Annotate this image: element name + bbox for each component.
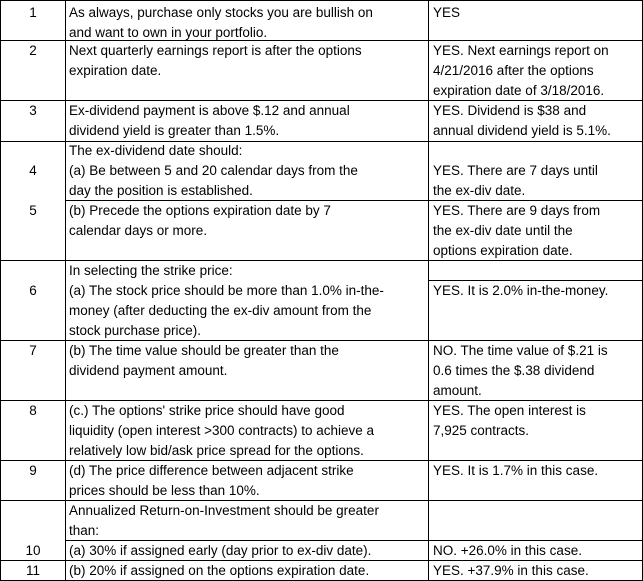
result-line: YES. There are 7 days until	[433, 163, 598, 178]
grid-line	[66, 200, 429, 201]
section-heading-cell[interactable]	[66, 261, 429, 281]
row-number: 4	[29, 163, 37, 178]
criterion-cell[interactable]	[66, 401, 429, 461]
result-line: expiration date of 3/18/2016.	[433, 83, 605, 98]
result-line: YES. It is 2.0% in-the-money.	[433, 283, 609, 298]
criterion-line: dividend yield is greater than 1.5%.	[69, 123, 280, 138]
criterion-line: and want to own in your portfolio.	[69, 25, 268, 40]
section-heading: The ex-dividend date should:	[69, 143, 243, 158]
grid-line	[0, 0, 643, 1]
criterion-line: (b) Precede the options expiration date by 7	[69, 203, 331, 218]
result-line: YES. +37.9% in this case.	[433, 563, 589, 578]
section-heading: In selecting the strike price:	[69, 263, 233, 278]
criterion-line: dividend payment amount.	[69, 363, 228, 378]
criterion-cell[interactable]	[66, 541, 429, 561]
criterion-line: (a) 30% if assigned early (day prior to ex-div date).	[69, 543, 372, 558]
criterion-line: stock purchase price).	[69, 323, 202, 338]
result-line: annual dividend yield is 5.1%.	[433, 123, 611, 138]
result-cell[interactable]	[429, 341, 643, 401]
grid-line	[65, 0, 66, 581]
result-line: the ex-div date until the	[433, 223, 573, 238]
criterion-cell[interactable]	[66, 281, 429, 341]
criterion-line: liquidity (open interest >300 contracts) to achieve a	[69, 423, 375, 438]
criterion-line: (b) The time value should be greater than the	[69, 343, 339, 358]
grid-line	[0, 0, 1, 581]
grid-line	[0, 460, 643, 461]
result-cell[interactable]	[429, 101, 643, 141]
result-line: NO. The time value of $.21 is	[433, 343, 608, 358]
section-row	[0, 501, 643, 541]
section-heading: Annualized Return-on-Investment should be greater	[69, 503, 379, 518]
criterion-line: Next quarterly earnings report is after the options	[69, 43, 362, 58]
criterion-cell[interactable]	[66, 101, 429, 141]
criterion-line: prices should be less than 10%.	[69, 483, 260, 498]
result-line: YES	[433, 5, 461, 20]
criterion-line: expiration date.	[69, 63, 162, 78]
result-cell[interactable]	[429, 461, 643, 481]
result-line: YES. There are 9 days from	[433, 203, 601, 218]
row-number: 1	[29, 5, 37, 20]
result-cell[interactable]	[429, 541, 643, 561]
result-line: options expiration date.	[433, 243, 573, 258]
row-number: 6	[29, 283, 37, 298]
row-number: 3	[29, 103, 37, 118]
criterion-line: (d) The price difference between adjacent strike	[69, 463, 354, 478]
row-number: 7	[29, 343, 37, 358]
table-row	[0, 401, 643, 461]
criterion-line: money (after deducting the ex-div amount from the	[69, 303, 372, 318]
result-cell[interactable]	[429, 281, 643, 301]
criterion-cell[interactable]	[66, 41, 429, 81]
result-line: YES. Dividend is $38 and	[433, 103, 587, 118]
row-number-cell[interactable]	[0, 3, 66, 23]
section-heading: than:	[69, 523, 100, 538]
criterion-cell[interactable]	[66, 461, 429, 501]
result-line: the ex-div date.	[433, 183, 526, 198]
row-number-cell[interactable]	[0, 401, 66, 421]
row-number-cell[interactable]	[0, 41, 66, 61]
row-number-cell[interactable]	[0, 161, 66, 181]
criterion-line: (a) Be between 5 and 20 calendar days from the	[69, 163, 358, 178]
criterion-line: calendar days or more.	[69, 223, 208, 238]
criterion-line: (b) 20% if assigned on the options expiration date.	[69, 563, 370, 578]
row-number: 11	[25, 563, 40, 578]
result-cell[interactable]	[429, 3, 643, 23]
criterion-line: relatively low bid/ask price spread for the options.	[69, 443, 364, 458]
grid-line	[428, 280, 643, 281]
table-row	[0, 341, 643, 401]
table-row	[0, 101, 643, 141]
result-line: YES. The open interest is	[433, 403, 586, 418]
row-number-cell[interactable]	[0, 341, 66, 361]
result-cell[interactable]	[429, 41, 643, 101]
grid-line	[0, 40, 643, 41]
table-row	[0, 561, 643, 581]
section-row	[0, 141, 643, 161]
criterion-cell[interactable]	[66, 3, 429, 43]
criterion-cell[interactable]	[66, 161, 429, 201]
grid-line	[0, 141, 643, 142]
row-number: 9	[29, 463, 37, 478]
result-line: YES. Next earnings report on	[433, 43, 609, 58]
row-number-cell[interactable]	[0, 461, 66, 481]
row-number-cell[interactable]	[0, 101, 66, 121]
result-line: NO. +26.0% in this case.	[433, 543, 582, 558]
result-cell[interactable]	[429, 161, 643, 201]
result-cell[interactable]	[429, 561, 643, 581]
result-line: amount.	[433, 383, 482, 398]
criterion-line: (c.) The options' strike price should have good	[69, 403, 345, 418]
result-line: 0.6 times the $.38 dividend	[433, 363, 595, 378]
grid-line	[66, 540, 643, 541]
result-line: YES. It is 1.7% in this case.	[433, 463, 599, 478]
section-row	[0, 261, 643, 281]
criterion-line: Ex-dividend payment is above $.12 and annual	[69, 103, 350, 118]
table-row	[0, 281, 643, 341]
row-number-cell[interactable]	[0, 561, 66, 581]
criterion-cell[interactable]	[66, 341, 429, 381]
criterion-cell[interactable]	[66, 201, 429, 241]
criterion-line: (a) The stock price should be more than 1.0% in-the-	[69, 283, 384, 298]
table-row	[0, 3, 643, 43]
table-row	[0, 541, 643, 561]
row-number: 2	[29, 43, 37, 58]
table-row	[0, 201, 643, 261]
row-number-cell[interactable]	[0, 541, 66, 561]
row-number: 5	[29, 203, 37, 218]
result-line: 4/21/2016 after the options	[433, 63, 594, 78]
section-heading-cell[interactable]	[66, 141, 429, 161]
result-line: 7,925 contracts.	[433, 423, 530, 438]
grid-line	[0, 560, 643, 561]
grid-line	[0, 340, 643, 341]
row-number: 10	[25, 543, 41, 558]
grid-line	[428, 200, 643, 201]
table-row	[0, 41, 643, 101]
criterion-cell[interactable]	[66, 561, 429, 581]
criterion-line: day the position is established.	[69, 183, 253, 198]
grid-line	[0, 260, 643, 261]
grid-line	[0, 100, 643, 101]
grid-line	[0, 500, 643, 501]
table-row	[0, 161, 643, 201]
row-number: 8	[29, 403, 37, 418]
grid-line	[428, 0, 429, 581]
table-row	[0, 461, 643, 501]
section-heading-cell[interactable]	[66, 501, 429, 541]
row-number-cell[interactable]	[0, 281, 66, 301]
result-cell[interactable]	[429, 401, 643, 441]
result-cell[interactable]	[429, 201, 643, 261]
criterion-line: As always, purchase only stocks you are bullish on	[69, 5, 373, 20]
grid-line	[0, 400, 643, 401]
row-number-cell[interactable]	[0, 201, 66, 221]
